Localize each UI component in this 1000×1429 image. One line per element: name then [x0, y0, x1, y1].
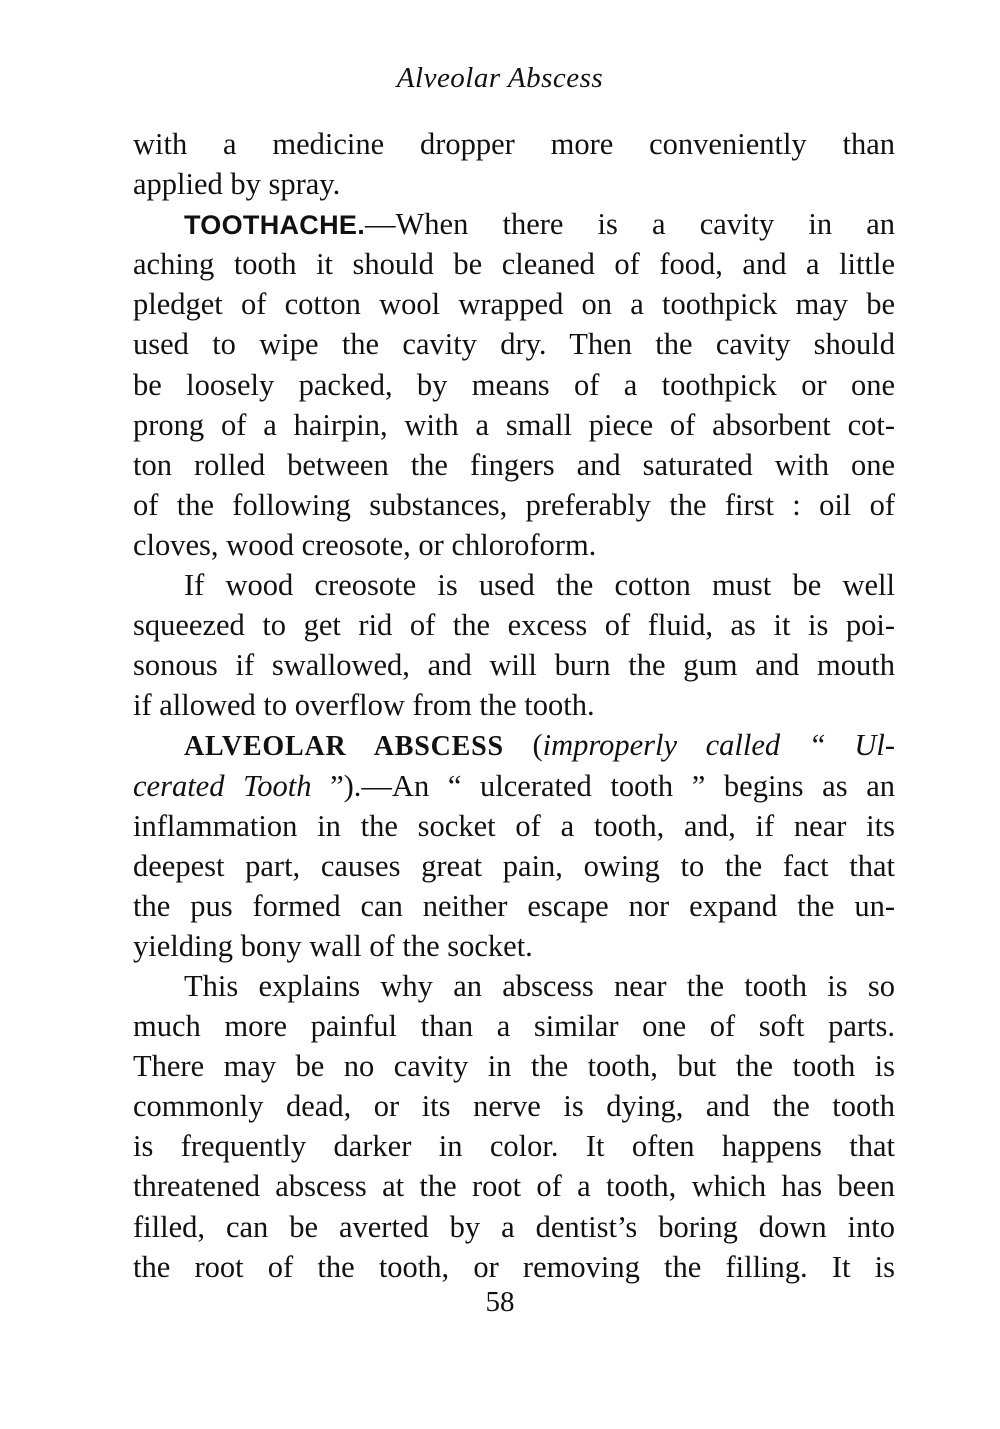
- text-segment: filled, can be averted by a dentist’s boring down into: [133, 1209, 895, 1244]
- text-segment: —When there is a cavity in an: [365, 207, 895, 242]
- text-line: [133, 324, 895, 364]
- text-segment: If wood creosote is used the cotton must be well: [184, 568, 895, 603]
- text-segment: commonly dead, or its nerve is dying, and the tooth: [133, 1089, 895, 1124]
- text-line: [133, 1086, 895, 1126]
- text-line: [133, 1126, 895, 1166]
- text-segment: prong of a hairpin, with a small piece of absorbent cot-: [133, 407, 895, 442]
- text-segment: the pus formed can neither escape nor expand the un-: [133, 888, 895, 923]
- text-line: [133, 645, 895, 685]
- text-line: [133, 405, 895, 445]
- text-segment: sonous if swallowed, and will burn the gum and mouth: [133, 648, 895, 683]
- text-line: [133, 124, 895, 164]
- text-segment: inflammation in the socket of a tooth, and, if near its: [133, 808, 895, 843]
- text-segment: much more painful than a similar one of soft parts.: [133, 1009, 895, 1044]
- text-line: [133, 485, 895, 525]
- text-line: [133, 565, 895, 605]
- text-line: [133, 1247, 895, 1287]
- text-segment: pledget of cotton wool wrapped on a toothpick may be: [133, 287, 895, 322]
- text-line: [133, 445, 895, 485]
- text-segment: if allowed to overflow from the tooth.: [133, 688, 595, 723]
- text-line: [133, 284, 895, 324]
- text-segment: squeezed to get rid of the excess of fluid, as it is poi-: [133, 608, 895, 643]
- text-line: [133, 164, 895, 204]
- text-segment: of the following substances, preferably the first : oil of: [133, 487, 895, 522]
- text-line: [133, 244, 895, 284]
- body-text: [133, 124, 895, 1287]
- text-line: [133, 204, 895, 244]
- section-heading: TOOTHACHE.: [184, 210, 366, 241]
- text-line: [133, 605, 895, 645]
- running-head: Alveolar Abscess: [396, 62, 604, 94]
- text-line: [133, 766, 895, 806]
- text-line: [133, 525, 895, 565]
- text-line: [133, 685, 895, 725]
- text-segment: yielding bony wall of the socket.: [133, 928, 533, 963]
- text-segment: This explains why an abscess near the tooth is so: [184, 968, 895, 1003]
- text-segment: (: [503, 728, 543, 763]
- text-line: [133, 966, 895, 1006]
- text-segment: threatened abscess at the root of a tooth, which has been: [133, 1169, 895, 1204]
- text-line: [133, 725, 895, 765]
- text-segment: There may be no cavity in the tooth, but the tooth is: [133, 1049, 895, 1084]
- text-segment: cloves, wood creosote, or chloroform.: [133, 527, 597, 562]
- text-segment: aching tooth it should be cleaned of food, and a little: [133, 247, 895, 282]
- text-line: [133, 365, 895, 405]
- text-segment: cerated Tooth: [133, 768, 312, 803]
- text-segment: used to wipe the cavity dry. Then the cavity should: [133, 327, 895, 362]
- text-line: [133, 806, 895, 846]
- text-line: [133, 1006, 895, 1046]
- text-segment: deepest part, causes great pain, owing to the fact that: [133, 848, 895, 883]
- text-line: [133, 846, 895, 886]
- section-heading: ALVEOLAR ABSCESS: [184, 731, 504, 763]
- text-segment: be loosely packed, by means of a toothpick or one: [133, 367, 895, 402]
- text-line: [133, 1046, 895, 1086]
- text-segment: improperly called “ Ul-: [542, 728, 895, 763]
- page-number: 58: [485, 1286, 515, 1318]
- text-segment: the root of the tooth, or removing the filling. It is: [133, 1249, 895, 1284]
- text-line: [133, 886, 895, 926]
- text-segment: with a medicine dropper more conveniently than: [133, 127, 895, 161]
- text-segment: ”).—An “ ulcerated tooth ” begins as an: [311, 768, 896, 803]
- text-line: [133, 1166, 895, 1206]
- text-segment: is frequently darker in color. It often happens that: [133, 1129, 895, 1164]
- text-segment: applied by spray.: [133, 167, 341, 202]
- text-line: [133, 926, 895, 966]
- text-segment: ton rolled between the fingers and saturated with one: [133, 447, 895, 482]
- text-line: [133, 1207, 895, 1247]
